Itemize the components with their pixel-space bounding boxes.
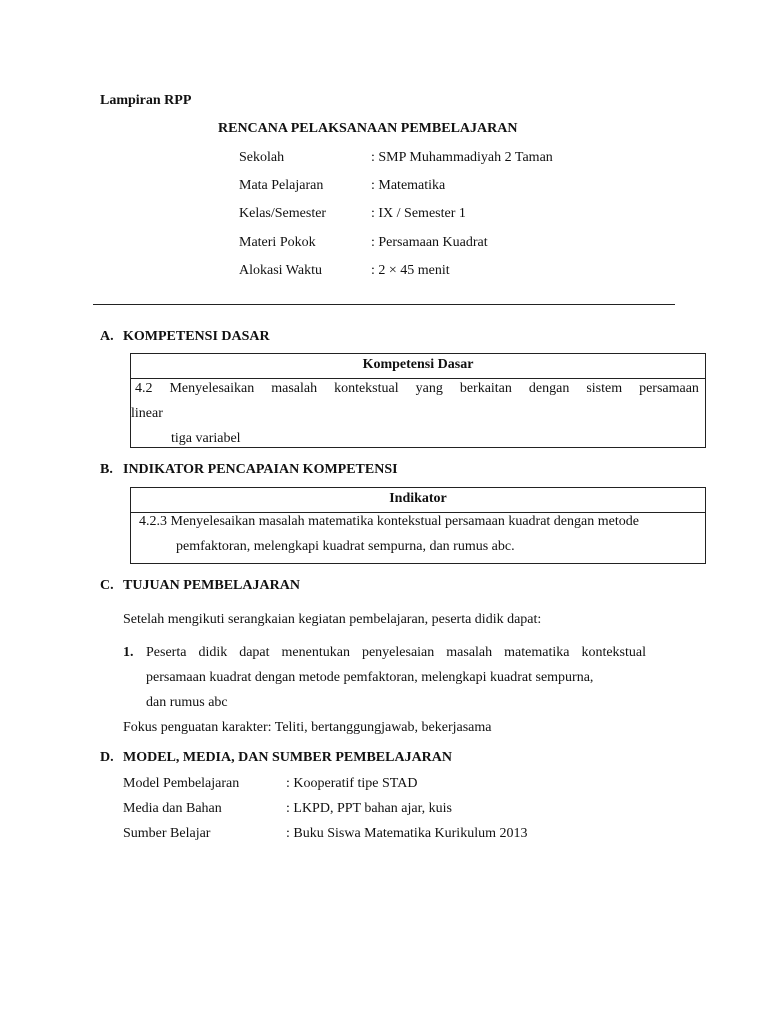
word: menentukan	[281, 645, 350, 660]
competency-line: tiga variabel	[171, 431, 241, 446]
competency-line: linear	[131, 406, 163, 421]
objective-number: 1.	[123, 645, 134, 660]
section-letter: A.	[100, 329, 114, 344]
word: Peserta	[146, 645, 187, 660]
table-header: Kompetensi Dasar	[131, 354, 705, 379]
word: dapat	[239, 645, 270, 660]
resource-value: : LKPD, PPT bahan ajar, kuis	[286, 801, 453, 816]
section-heading: TUJUAN PEMBELAJARAN	[123, 578, 300, 593]
resource-value: : Buku Siswa Matematika Kurikulum 2013	[286, 826, 528, 841]
document-title: RENCANA PELAKSANAAN PEMBELAJARAN	[218, 121, 518, 136]
divider-line	[93, 304, 675, 305]
resource-label: Media dan Bahan	[123, 801, 222, 816]
objective-line	[146, 645, 646, 661]
word: dengan	[528, 381, 570, 396]
resource-label: Sumber Belajar	[123, 826, 211, 841]
word: persamaan	[639, 381, 699, 396]
section-letter: C.	[100, 578, 114, 593]
objective-line: persamaan kuadrat dengan metode pemfaktoran, melengkapi kuadrat sempurna,	[146, 670, 594, 685]
identity-label: Materi Pokok	[239, 235, 316, 250]
indicator-line: pemfaktoran, melengkapi kuadrat sempurna, dan rumus abc.	[176, 539, 515, 554]
word: didik	[198, 645, 228, 660]
word: kontekstual	[581, 645, 646, 660]
competency-table	[130, 353, 706, 448]
word: kontekstual	[334, 381, 399, 396]
indicator-table	[130, 487, 706, 564]
identity-label: Sekolah	[239, 150, 285, 165]
identity-value: : SMP Muhammadiyah 2 Taman	[371, 150, 553, 165]
table-header: Indikator	[131, 488, 705, 513]
character-focus: Fokus penguatan karakter: Teliti, bertanggungjawab, bekerjasama	[123, 720, 492, 735]
indicator-line: 4.2.3 Menyelesaikan masalah matematika kontekstual persamaan kuadrat dengan metode	[139, 514, 639, 529]
section-letter: B.	[100, 462, 113, 477]
resource-label: Model Pembelajaran	[123, 776, 240, 791]
word: 4.2	[135, 381, 153, 396]
identity-value: : Persamaan Kuadrat	[371, 235, 488, 250]
word: masalah	[446, 645, 493, 660]
identity-label: Kelas/Semester	[239, 206, 327, 221]
identity-value: : IX / Semester 1	[371, 206, 466, 221]
appendix-label: Lampiran RPP	[100, 93, 192, 108]
identity-value: : 2 × 45 menit	[371, 263, 450, 278]
identity-value: : Matematika	[371, 178, 446, 193]
section-heading: KOMPETENSI DASAR	[123, 329, 270, 344]
word: masalah	[271, 381, 318, 396]
objective-intro: Setelah mengikuti serangkaian kegiatan pembelajaran, peserta didik dapat:	[123, 612, 542, 627]
identity-label: Alokasi Waktu	[239, 263, 322, 278]
word: matematika	[504, 645, 570, 660]
identity-label: Mata Pelajaran	[239, 178, 324, 193]
word: Menyelesaikan	[169, 381, 255, 396]
word: penyelesaian	[361, 645, 435, 660]
section-heading: INDIKATOR PENCAPAIAN KOMPETENSI	[123, 462, 398, 477]
resource-value: : Kooperatif tipe STAD	[286, 776, 418, 791]
section-letter: D.	[100, 750, 114, 765]
section-heading: MODEL, MEDIA, DAN SUMBER PEMBELAJARAN	[123, 750, 453, 765]
word: yang	[415, 381, 443, 396]
word: sistem	[586, 381, 623, 396]
word: berkaitan	[459, 381, 512, 396]
objective-line: dan rumus abc	[146, 695, 228, 710]
competency-line	[135, 381, 699, 397]
